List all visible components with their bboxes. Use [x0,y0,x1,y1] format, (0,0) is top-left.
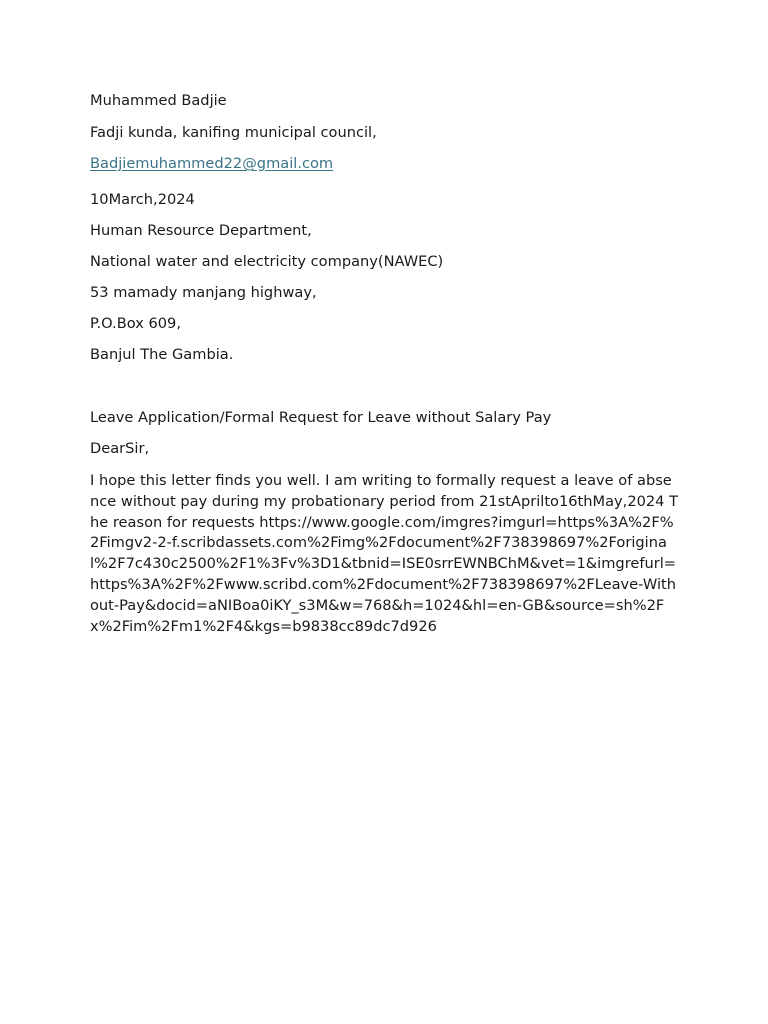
recipient-pobox: P.O.Box 609, [90,315,181,332]
letter-subject: Leave Application/Formal Request for Leave without Salary Pay [90,409,552,426]
recipient-city: Banjul The Gambia. [90,346,234,363]
letter-date: 10March,2024 [90,191,195,208]
recipient-street: 53 mamady manjang highway, [90,284,317,301]
letter-body: I hope this letter finds you well. I am writing to formally request a leave of absence without pay during my probationary period from 21stAprilto16thMay,2024 The reason for requests https://www.google.com/imgres?imgurl=https%3A%2F%2Fimgv2-2-f.scribdassets.com%2Fimg%2Fdocument%2F738398697%2Foriginal%2F7c430c2500%2F1%3Fv%3D1&tbnid=ISE0srrEWNBChM&vet=1&imgrefurl=https%3A%2F%2Fwww.scribd.com%2Fdocument%2F738398697%2FLeave-Without-Pay&docid=aNIBoa0iKY_s3M&w=768&h=1024&hl=en-GB&source=sh%2Fx%2Fim%2Fm1%2F4&kgs=b9838cc89dc7d926 [90,472,679,635]
recipient-department: Human Resource Department, [90,222,312,239]
sender-name: Muhammed Badjie [90,92,227,109]
sender-address: Fadji kunda, kanifing municipal council, [90,124,377,141]
recipient-company: National water and electricity company(NAWEC) [90,253,444,270]
letter-salutation: DearSir, [90,440,150,457]
sender-email-link[interactable]: Badjiemuhammed22@gmail.com [90,155,334,172]
